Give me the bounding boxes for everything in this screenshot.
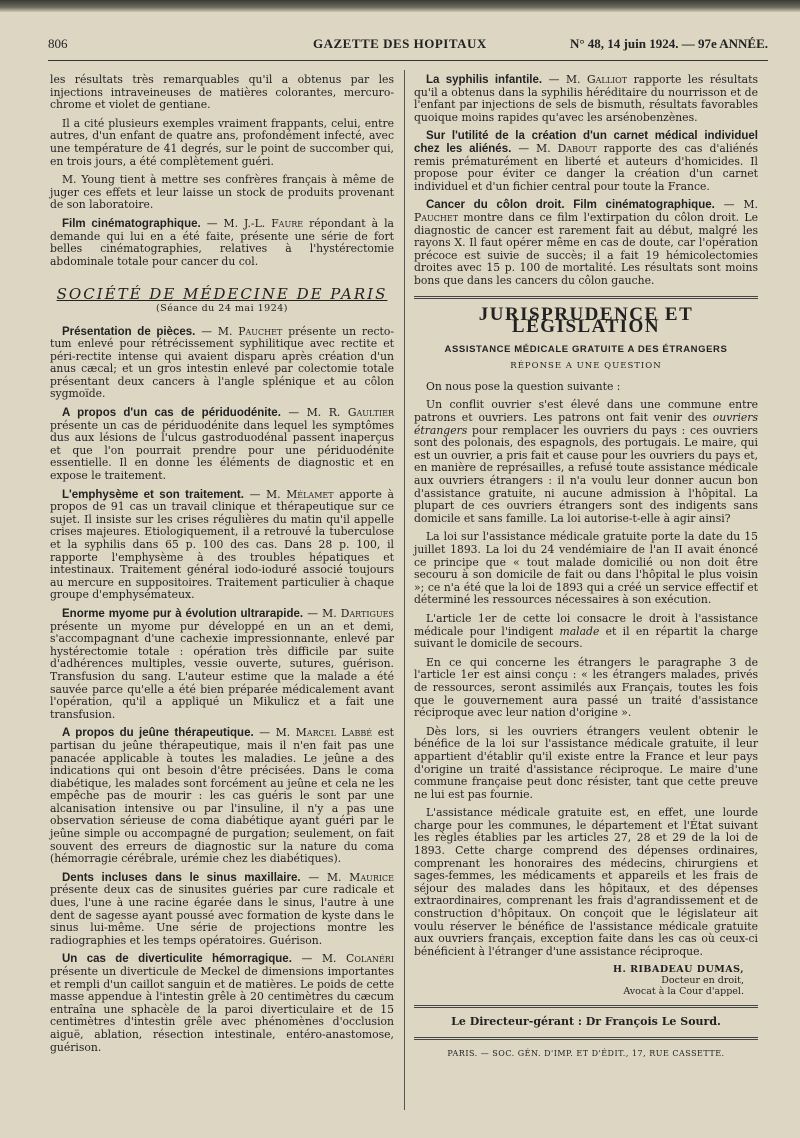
society-title: SOCIÉTÉ DE MÉDECINE DE PARIS: [56, 285, 388, 304]
author-name: M. Dabout: [536, 141, 597, 155]
article-heading: A propos du jeûne thérapeutique.: [62, 727, 254, 740]
footer-rule: [414, 1005, 758, 1008]
article-entry: Cancer du côlon droit. Film cinématographique. — M. Pauchet montre dans ce film l'extirpation du côlon droit. Le diagnostic de cancer est rarement fait au début, malgré les rayons X. Il faut opérer même en cas de doute, car l'opération précoce est suivie de succès; il a fait 19 hémicolectomies droites avec 15 p. 100 de mortalité. Les résultats sont moins bons que dans les cancers du côlon gauche.: [414, 198, 758, 287]
paragraph: les résultats très remarquables qu'il a obtenus par les injections intraveineuses de matières colorantes, mercuro-chrome et violet de gentiane.: [50, 73, 394, 112]
article-heading: Cancer du côlon droit. Film cinématographique.: [426, 199, 715, 212]
header-rule: [48, 60, 768, 61]
section-separator: [414, 296, 758, 299]
article-entry: Sur l'utilité de la création d'un carnet médical individuel chez les aliénés. — M. Dabout rapporte des cas d'aliénés remis prématurément en liberté et auteurs d'homicides. Il propose pour éviter ce danger la création d'un carnet individuel et d'un fichier central pour toute la France.: [414, 130, 758, 193]
article-text: présente deux cas de sinusites guéries par cure radicale et dues, l'une à une racine égarée dans le sinus, l'autre à une dent de sagesse ayant poussé avec formation de kyste dans le sinus lui-même. Une série de projections montre les radiographies et les temps opératoires. Guérison.: [50, 883, 394, 947]
author-name: M. J.-L. Faure: [223, 216, 304, 230]
text-run: L'article 1er de cette loi consacre le droit à l'assistance médicale pour l'indigent: [414, 611, 758, 638]
section-title: JURISPRUDENCE ET LÉGISLATION: [478, 303, 694, 338]
article-heading: A propos d'un cas de périduodénite.: [62, 407, 281, 420]
paragraph: [414, 399, 758, 525]
running-header: [48, 36, 768, 56]
article-entry: A propos du jeûne thérapeutique. — M. Marcel Labbé est partisan du jeûne thérapeutique, mais il n'en fait pas une panacée applicable à toutes les maladies. Le jeûne a des indications qui ont besoin d'être précisées. Dans le coma diabétique, les malades sont forcément au jeûne et cela ne les empêche pas de mourir : les cas guéris le sont par une alcanisation intensive ou par l'insuline, il n'y a pas une observation sérieuse de coma diabétique ayant guéri par le jeûne simple ou accompagné de purgation; seulement, on fait souvent des erreurs de diagnostic sur la nature du coma (hémorragie cérébrale, urémie chez les diabétiques).: [50, 726, 394, 866]
seance-date: (Séance du 24 mai 1924): [155, 302, 289, 314]
author-name: M. Dartigues: [322, 606, 395, 620]
author-name: M. R. Gaultier: [306, 406, 395, 420]
article-text: présente un diverticule de Meckel de dimensions importantes et rempli d'un caillot sanguin et de matières. Le poids de cette masse appendue à l'intestin grêle à 20 centimètres du cæcum entraîna une sphacèle de la paroi diverticulaire et de 15 centimètres d'intestin grêle avec phénomènes d'occlusion aiguë, ablation, résection intestinale, entéro-anastomose, guérison.: [50, 965, 394, 1054]
signature-name: H. RIBADEAU DUMAS,: [612, 964, 744, 976]
signature-block: [414, 964, 744, 997]
article-text: présente un recto-tum enlevé pour rétrécissement syphilitique avec rectite et péri-rectite intense qui avaient disparu après création d'un anus cæcal; et un gros intestin enlevé par colectomie totale présentant deux cancers à l'angle splénique et au côlon sygmoïde.: [50, 324, 394, 401]
article-entry: Un cas de diverticulite hémorragique. — M. Colanéri présente un diverticule de Meckel de dimensions importantes et rempli d'un caillot sanguin et de matières. Le poids de cette masse appendue à l'intestin grêle à 20 centimètres du cæcum entraîna une sphacèle de la paroi diverticulaire et de 15 centimètres d'intestin grêle avec phénomènes d'occlusion aiguë, ablation, résection intestinale, entéro-anastomose, guérison.: [50, 952, 394, 1054]
left-column: [50, 74, 394, 1060]
article-entry: Présentation de pièces. — M. Pauchet présente un recto-tum enlevé pour rétrécissement syphilitique avec rectite et péri-rectite intense qui avaient disparu après création d'un anus cæcal; et un gros intestin enlevé par colectomie totale présentant deux cancers à l'angle splénique et au côlon sygmoïde.: [50, 324, 394, 401]
signature-title: Avocat à la Cour d'appel.: [623, 986, 744, 998]
italic-text: ouvriers étrangers: [414, 411, 758, 437]
article-text: est partisan du jeûne thérapeutique, mais il n'en fait pas une panacée applicable à toutes les maladies. Le jeûne a des indications qui ont besoin d'être précisées. Dans le coma diabétique, les malades sont forcément au jeûne et cela ne les empêche pas de mourir : les cas guéris le sont par une alcanisation intensive ou par l'insuline, il n'y a pas une observation sérieuse de coma diabétique ayant guéri par le jeûne simple ou accompagné de purgation; seulement, on fait souvent des erreurs de diagnostic sur la nature du coma (hémorragie cérébrale, urémie chez les diabétiques).: [50, 726, 394, 866]
page-top-edge: [0, 0, 800, 12]
article-text: rapporte des cas d'aliénés remis prématurément en liberté et auteurs d'homicides. Il propose pour éviter ce danger la création d'un carnet individuel et d'un fichier central pour toute la France.: [414, 141, 758, 193]
paragraph: La loi sur l'assistance médicale gratuite porte la date du 15 juillet 1893. La loi du 24 vendémiaire de l'an II avait énoncé ce principe que « tout malade domicilié ou non doit être secouru à son domicile de fait ou dans l'hôpital le plus voisin »; ce n'a été que la loi de 1893 qui a créé un service effectif et déterminé les ressources nécessaires à son exécution.: [414, 530, 758, 607]
article-entry: Enorme myome pur à évolution ultrarapide. — M. Dartigues présente un myome pur développé en un an et demi, s'accompagnant d'une cachexie impressionnante, enlevé par hystérectomie totale : opération très difficile par suite d'adhérences multiples, vessie ouverte, sutures, guérison. Transfusion du sang. L'auteur estime que la malade a été sauvée parce qu'elle a été bien préparée médicalement avant l'opération, qu'il a appliqué un Mikulicz et a fait une transfusion.: [50, 606, 395, 721]
printer-line: PARIS. — SOC. GÉN. D'IMP. ET D'ÉDIT., 17, RUE CASSETTE.: [447, 1049, 725, 1058]
issue-info: N° 48, 14 juin 1924. — 97e ANNÉE.: [569, 36, 768, 51]
paragraph: En ce qui concerne les étrangers le paragraphe 3 de l'article 1er est ainsi conçu : « les étrangers malades, privés de ressources, seront assimilés aux Français, toutes les fois que le gouvernement aura passé un traité d'assistance réciproque avec leur nation d'origine ».: [414, 655, 758, 720]
author-name: M. Pauchet: [414, 198, 758, 224]
article-film: Film cinématographique. — M. J.-L. Faure répondant à la demande qui lui en a été faite, présente une série de fort belles cinématographies, relatives à l'hystérectomie abdominale totale pour cancer du col.: [50, 216, 394, 268]
italic-text: malade: [559, 624, 600, 638]
article-text: répondant à la demande qui lui en a été faite, présente une série de fort belles cinématographies, relatives à l'hystérectomie abdominale totale pour cancer du col.: [50, 216, 394, 268]
author-name: M. Pauchet: [217, 324, 283, 338]
article-text: présente un myome pur développé en un an et demi, s'accompagnant d'une cachexie impressionnante, enlevé par hystérectomie totale : opération très difficile par suite d'adhérences multiples, vessie ouverte, sutures, guérison. Transfusion du sang. L'auteur estime que la malade a été sauvée parce qu'elle a été bien préparée médicalement avant l'opération, qu'il a appliqué un Mikulicz et a fait une transfusion.: [50, 619, 394, 721]
article-heading: Enorme myome pur à évolution ultrarapide.: [62, 607, 304, 620]
column-divider: [404, 70, 405, 1110]
signature-title: Docteur en droit,: [661, 975, 744, 987]
paragraph: [414, 613, 758, 651]
paragraph: On nous pose la question suivante :: [426, 379, 621, 393]
article-title: ASSISTANCE MÉDICALE GRATUITE A DES ÉTRANGERS: [444, 343, 728, 355]
author-name: M. Maurice: [326, 870, 394, 884]
journal-title: GAZETTE DES HOPITAUX: [313, 36, 487, 51]
article-heading: L'emphysème et son traitement.: [62, 488, 244, 501]
article-heading: Sur l'utilité de la création d'un carnet médical individuel chez les aliénés.: [414, 130, 758, 155]
paragraph: L'assistance médicale gratuite est, en effet, une lourde charge pour les communes, le département et l'État suivant les règles établies par les articles 27, 28 et 29 de la loi de 1893. Cette charge comprend des dépenses ordinaires, comprenant les honoraires des médecins, chirurgiens et sages-femmes, les médicaments et appareils et les frais de séjour des malades dans les hôpitaux, et des dépenses extraordinaires, comprenant les frais d'agrandissement et de construction d'hôpitaux. On conçoit que le législateur ait voulu réserver le bénéfice de l'assistance médicale gratuite aux ouvriers français, exception faite dans les cas où ceux-ci bénéficient à l'étranger d'une assistance réciproque.: [414, 806, 758, 958]
article-entry: L'emphysème et son traitement. — M. Mélamet apporte à propos de 91 cas un travail clinique et thérapeutique sur ce sujet. Il insiste sur les crises régulières du matin qu'il appelle crises majeures. Etiologiquement, il a retrouvé la tuberculose et la syphilis dans 65 p. 100 des cas. Dans 28 p. 100, il rapporte l'emphysème à des troubles hépatiques et intestinaux. Traitement général iodo-ioduré associé toujours au mercure en suppositoires. Traitement particulier à chaque groupe d'emphysémateux.: [50, 487, 394, 602]
article-subtitle: RÉPONSE A UNE QUESTION: [510, 361, 662, 372]
text-run: et il en répartit la charge suivant le domicile de secours.: [414, 624, 758, 651]
article-text: montre dans ce film l'extirpation du côlon droit. Le diagnostic de cancer est rarement fait au début, malgré les rayons X. Il faut opérer même en cas de doute, car l'opération précoce est suivie de succès; il a fait 19 hémicolectomies droites avec 15 p. 100 de mortalité. Les résultats sont moins bons que dans les cancers du côlon gauche.: [414, 210, 758, 287]
paragraph: M. Young tient à mettre ses confrères français à même de juger ces effets et leur laisse un stock de produits provenant de son laboratoire.: [50, 173, 394, 212]
article-entry: Dents incluses dans le sinus maxillaire. — M. Maurice présente deux cas de sinusites guéries par cure radicale et dues, l'une à une racine égarée dans le sinus, l'autre à une dent de sagesse ayant poussé avec formation de kyste dans le sinus lui-même. Une série de projections montre les radiographies et les temps opératoires. Guérison.: [50, 870, 394, 947]
author-name: M. Mélamet: [266, 487, 334, 501]
author-name: M. Marcel Labbé: [275, 726, 373, 740]
director-line: Le Directeur-gérant : Dr François Le Sourd.: [451, 1015, 721, 1029]
article-heading: Dents incluses dans le sinus maxillaire.: [62, 871, 301, 884]
footer-rule: [414, 1037, 758, 1040]
article-text: présente un cas de périduodénite dans lequel les symptômes dus aux lésions de l'ulcus gastroduodénal passent inaperçus et que l'on pourrait prendre pour une périduodénite essentielle. Il en donne les éléments de diagnostic et en expose le traitement.: [50, 418, 394, 483]
article-heading: Présentation de pièces.: [62, 325, 196, 338]
text-run: Un conflit ouvrier s'est élevé dans une commune entre patrons et ouvriers. Les patrons ont fait venir des: [414, 398, 758, 425]
article-text: rapporte les résultats qu'il a obtenus dans la syphilis héréditaire du nourrisson et de l'enfant par injections de sels de bismuth, résultats favorables quoique moins rapides qu'avec les arsénobenzènes.: [414, 73, 758, 124]
page-number: 806: [48, 36, 68, 51]
article-entry: A propos d'un cas de périduodénite. — M. R. Gaultier présente un cas de périduodénite dans lequel les symptômes dus aux lésions de l'ulcus gastroduodénal passent inaperçus et que l'on pourrait prendre pour une périduodénite essentielle. Il en donne les éléments de diagnostic et en expose le traitement.: [50, 406, 395, 483]
article-heading: La syphilis infantile.: [426, 74, 543, 86]
paragraph: Dès lors, si les ouvriers étrangers veulent obtenir le bénéfice de la loi sur l'assistance médicale gratuite, il leur appartient d'établir qu'il existe entre la France et leur pays d'origine un traité d'assistance réciproque. Le maire d'une commune française peut donc résister, tant que cette preuve ne lui est pas fournie.: [414, 724, 758, 801]
article-entry: La syphilis infantile. — M. Galliot rapporte les résultats qu'il a obtenus dans la syphilis héréditaire du nourrisson et de l'enfant par injections de sels de bismuth, résultats favorables quoique moins rapides qu'avec les arsénobenzènes.: [414, 73, 758, 124]
article-heading: Film cinématographique.: [62, 217, 201, 230]
text-run: pour remplacer les ouvriers du pays : ces ouvriers sont des polonais, des espagnols, des portugais. Le maire, qui est un ouvrier, a pris fait et cause pour les ouvriers du pays et, en manière de représailles, a refusé toute assistance médicale aux ouvriers étrangers : il n'a voulu leur donner aucun bon d'assistance gratuite, ni aucune admission à l'hôpital. La plupart de ces ouvriers étrangers sont des indigents sans domicile et sans famille. La loi autorise-t-elle à agir ainsi?: [414, 423, 758, 525]
right-column: [414, 74, 758, 1061]
author-name: M. Colanéri: [321, 952, 394, 966]
paragraph: Il a cité plusieurs exemples vraiment frappants, celui, entre autres, d'un enfant de quatre ans, profondément infecté, avec une température de 41 degrés, sur le point de succomber qui, en trois jours, a été complètement guéri.: [50, 116, 394, 168]
article-heading: Un cas de diverticulite hémorragique.: [62, 953, 292, 966]
article-text: apporte à propos de 91 cas un travail clinique et thérapeutique sur ce sujet. Il insiste sur les crises régulières du matin qu'il appelle crises majeures. Etiologiquement, il a retrouvé la tuberculose et la syphilis dans 65 p. 100 des cas. Dans 28 p. 100, il rapporte l'emphysème à des troubles hépatiques et intestinaux. Traitement général iodo-ioduré associé toujours au mercure en suppositoires. Traitement particulier à chaque groupe d'emphysémateux.: [50, 487, 394, 602]
author-name: M. Galliot: [565, 73, 628, 86]
